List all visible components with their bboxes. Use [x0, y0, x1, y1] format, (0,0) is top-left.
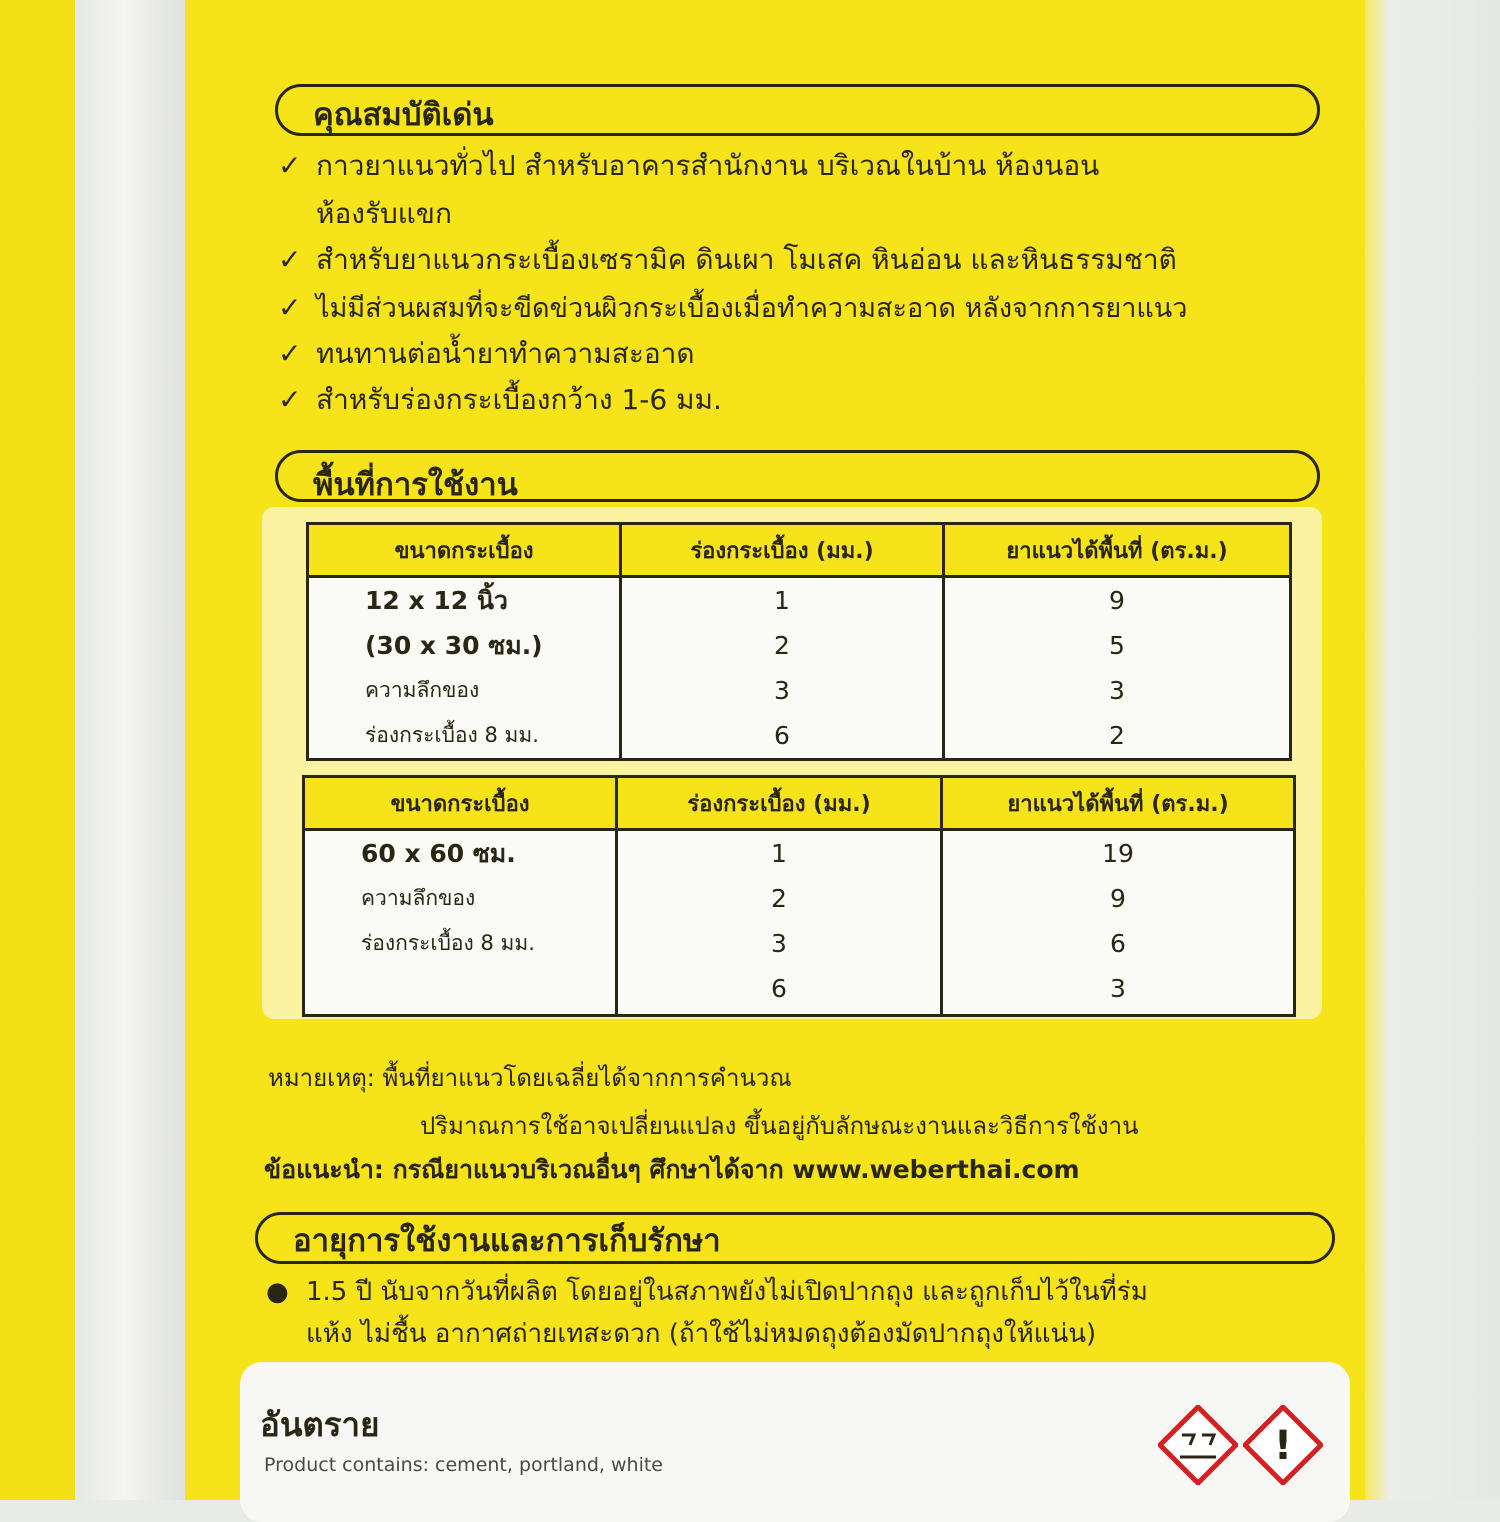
coverage-cell: 9 5 3 2 [944, 577, 1291, 760]
check-icon: ✓ [278, 383, 302, 416]
check-icon: ✓ [278, 149, 302, 182]
usage-title: พื้นที่การใช้งาน [313, 467, 518, 503]
usage-header [275, 450, 1320, 502]
check-icon: ✓ [278, 243, 302, 276]
feature-item: ✓ สำหรับร่องกระเบื้องกว้าง 1-6 มม. [278, 376, 722, 424]
feature-item: ✓ สำหรับยาแนวกระเบื้องเซรามิค ดินเผา โมเสค หินอ่อน และหินธรรมชาติ [278, 236, 1177, 284]
storage-item-continuation: แห้ง ไม่ชื้น อากาศถ่ายเทสะดวก (ถ้าใช้ไม่หมดถุงต้องมัดปากถุงให้แน่น) [306, 1319, 1097, 1349]
coverage-cell: 19 9 6 3 [942, 830, 1295, 1016]
column-header-tile-size: ขนาดกระเบื้อง [304, 777, 617, 830]
corrosion-pictogram-icon [1158, 1405, 1238, 1485]
column-header-joint-width: ร่องกระเบื้อง (มม.) [617, 777, 942, 830]
column-header-joint-width: ร่องกระเบื้อง (มม.) [621, 524, 944, 577]
tile-size-cell: 60 x 60 ซม. ความลึกของ ร่องกระเบื้อง 8 มม. [304, 830, 617, 1016]
storage-item: ● 1.5 ปี นับจากวันที่ผลิต โดยอยู่ในสภาพยังไม่เปิดปากถุง และถูกเก็บไว้ในที่ร่ม [266, 1270, 1148, 1314]
joint-width-cell: 1 2 3 6 [617, 830, 942, 1016]
exclamation-pictogram-icon [1243, 1405, 1323, 1485]
advice-line: ข้อแนะนำ: กรณียาแนวบริเวณอื่นๆ ศึกษาได้จาก www.weberthai.com [264, 1155, 1080, 1184]
storage-title: อายุการใช้งานและการเก็บรักษา [293, 1223, 721, 1259]
feature-item-continuation: ห้องรับแขก [316, 197, 452, 230]
tile-size-cell: 12 x 12 นิ้ว (30 x 30 ซม.) ความลึกของ ร่องกระเบื้อง 8 มม. [308, 577, 621, 760]
check-icon: ✓ [278, 337, 302, 370]
column-header-coverage: ยาแนวได้พื้นที่ (ตร.ม.) [944, 524, 1291, 577]
check-icon: ✓ [278, 291, 302, 324]
exclamation-mark: ! [1273, 1423, 1293, 1469]
background-yellow-edge [0, 0, 75, 1500]
feature-item: ✓ กาวยาแนวทั่วไป สำหรับอาคารสำนักงาน บริเวณในบ้าน ห้องนอน [278, 142, 1099, 190]
bullet-icon: ● [266, 1277, 289, 1307]
feature-item: ✓ ทนทานต่อน้ำยาทำความสะอาด [278, 330, 695, 378]
features-header [275, 84, 1320, 136]
features-title: คุณสมบัติเด่น [313, 97, 494, 133]
feature-item: ✓ ไม่มีส่วนผสมที่จะขีดข่วนผิวกระเบื้องเมื่อทำความสะอาด หลังจากการยาแนว [278, 284, 1187, 333]
coverage-table-60x60 [302, 775, 1296, 1017]
hazard-title: อันตราย [260, 1405, 380, 1444]
storage-header [255, 1212, 1335, 1264]
bag-right-edge [1362, 0, 1500, 1500]
remark-line-1: หมายเหตุ: พื้นที่ยาแนวโดยเฉลี่ยได้จากการคำนวณ [268, 1064, 792, 1092]
coverage-table-12x12 [306, 522, 1292, 761]
bag-seam-strip [75, 0, 185, 1500]
hazard-contains: Product contains: cement, portland, white [264, 1454, 663, 1476]
column-header-tile-size: ขนาดกระเบื้อง [308, 524, 621, 577]
remark-line-2: ปริมาณการใช้อาจเปลี่ยนแปลง ขึ้นอยู่กับลักษณะงานและวิธีการใช้งาน [420, 1112, 1139, 1140]
joint-width-cell: 1 2 3 6 [621, 577, 944, 760]
column-header-coverage: ยาแนวได้พื้นที่ (ตร.ม.) [942, 777, 1295, 830]
